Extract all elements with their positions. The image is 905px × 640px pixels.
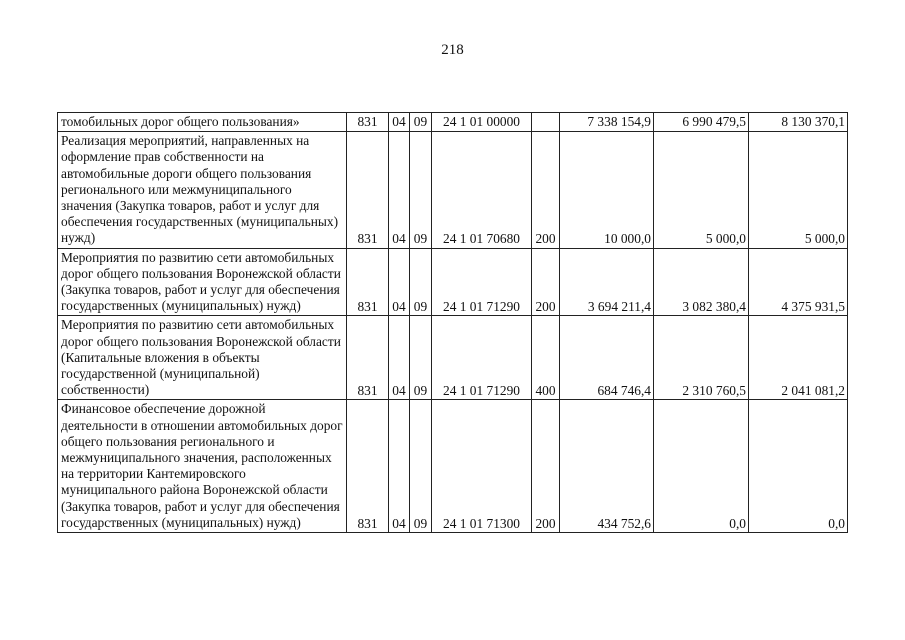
- ministry-code: 831: [347, 113, 389, 132]
- section-code: 04: [389, 113, 410, 132]
- expense-type-code: [532, 113, 560, 132]
- amount-year-2: 0,0: [654, 400, 749, 533]
- expense-type-code: 200: [532, 248, 560, 316]
- subsection-code: 09: [410, 316, 432, 400]
- amount-year-3: 4 375 931,5: [749, 248, 848, 316]
- subsection-code: 09: [410, 400, 432, 533]
- table-row: [58, 113, 848, 132]
- subsection-code: 09: [410, 248, 432, 316]
- subsection-code: 09: [410, 132, 432, 248]
- ministry-code: 831: [347, 400, 389, 533]
- amount-year-1: 3 694 211,4: [560, 248, 654, 316]
- target-article-code: 24 1 01 71290: [432, 248, 532, 316]
- row-description: Реализация мероприятий, направленных на оформление прав собственности на автомобильные дороги общего пользования регионального или межмуниципального значения (Закупка товаров, работ и услуг для обеспечения государственных (муниципальных) нужд): [58, 132, 347, 248]
- amount-year-1: 10 000,0: [560, 132, 654, 248]
- target-article-code: 24 1 01 00000: [432, 113, 532, 132]
- budget-table: [57, 112, 848, 533]
- section-code: 04: [389, 248, 410, 316]
- target-article-code: 24 1 01 71290: [432, 316, 532, 400]
- row-description: томобильных дорог общего пользования»: [58, 113, 347, 132]
- row-description: Финансовое обеспечение дорожной деятельности в отношении автомобильных дорог общего пользования регионального и межмуниципального значения, расположенных на территории Кантемировского муниципального района Воронежской области (Закупка товаров, работ и услуг для обеспечения государственных (муниципальных) нужд): [58, 400, 347, 533]
- amount-year-3: 5 000,0: [749, 132, 848, 248]
- page-number: 218: [441, 42, 464, 58]
- ministry-code: 831: [347, 132, 389, 248]
- expense-type-code: 200: [532, 400, 560, 533]
- amount-year-1: 7 338 154,9: [560, 113, 654, 132]
- amount-year-2: 6 990 479,5: [654, 113, 749, 132]
- amount-year-1: 684 746,4: [560, 316, 654, 400]
- amount-year-3: 0,0: [749, 400, 848, 533]
- ministry-code: 831: [347, 316, 389, 400]
- expense-type-code: 400: [532, 316, 560, 400]
- section-code: 04: [389, 316, 410, 400]
- amount-year-2: 2 310 760,5: [654, 316, 749, 400]
- target-article-code: 24 1 01 70680: [432, 132, 532, 248]
- amount-year-3: 2 041 081,2: [749, 316, 848, 400]
- amount-year-1: 434 752,6: [560, 400, 654, 533]
- row-description: Мероприятия по развитию сети автомобильных дорог общего пользования Воронежской области (Закупка товаров, работ и услуг для обеспечения государственных (муниципальных) нужд): [58, 248, 347, 316]
- expense-type-code: 200: [532, 132, 560, 248]
- target-article-code: 24 1 01 71300: [432, 400, 532, 533]
- amount-year-2: 3 082 380,4: [654, 248, 749, 316]
- row-description: Мероприятия по развитию сети автомобильных дорог общего пользования Воронежской области (Капитальные вложения в объекты государственной (муниципальной) собственности): [58, 316, 347, 400]
- subsection-code: 09: [410, 113, 432, 132]
- ministry-code: 831: [347, 248, 389, 316]
- amount-year-3: 8 130 370,1: [749, 113, 848, 132]
- table-row: [58, 400, 848, 533]
- section-code: 04: [389, 400, 410, 533]
- table-row: [58, 316, 848, 400]
- table-row: [58, 132, 848, 248]
- amount-year-2: 5 000,0: [654, 132, 749, 248]
- table-row: [58, 248, 848, 316]
- section-code: 04: [389, 132, 410, 248]
